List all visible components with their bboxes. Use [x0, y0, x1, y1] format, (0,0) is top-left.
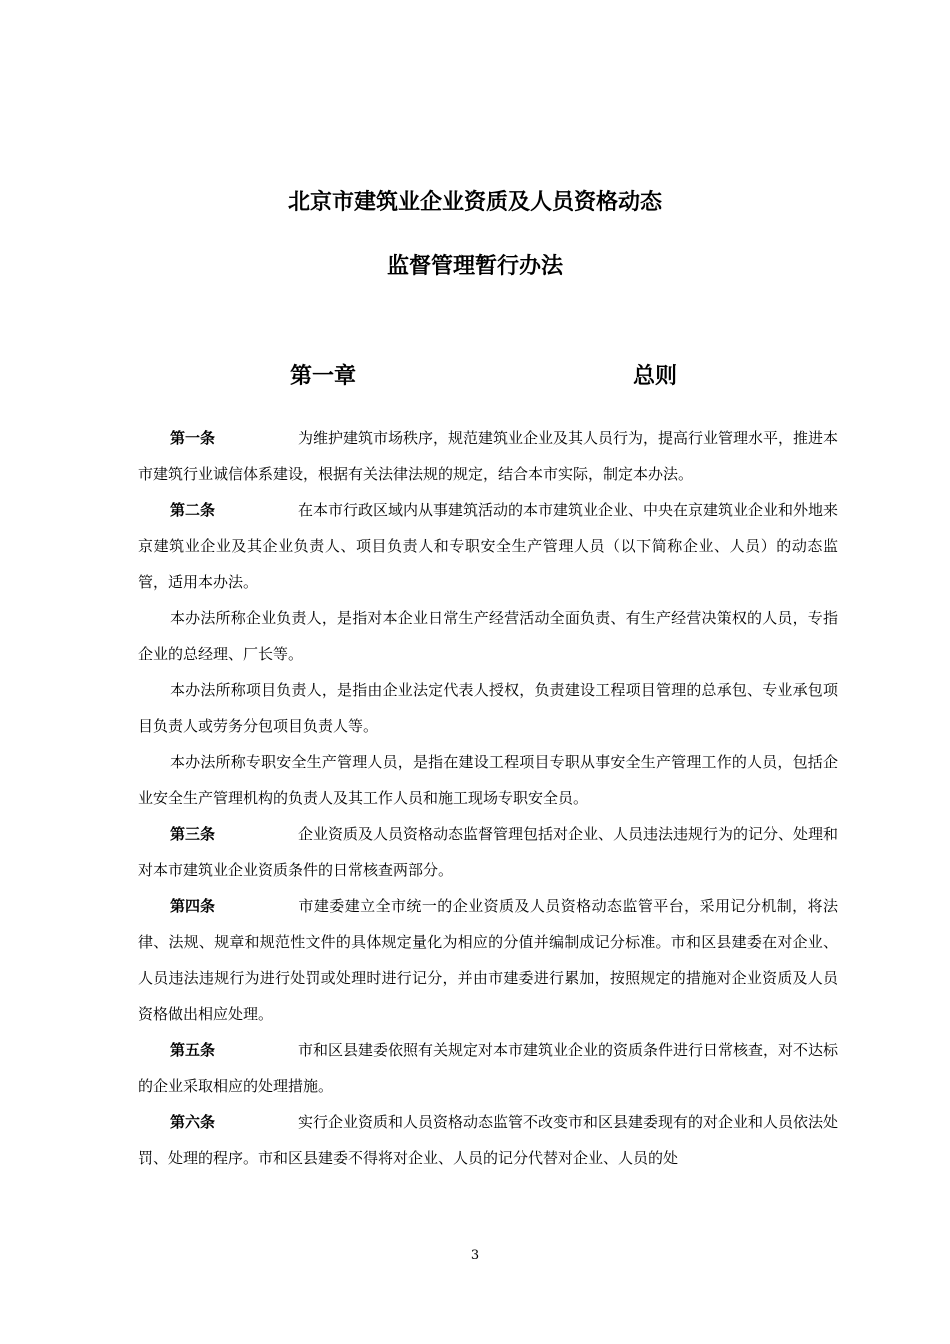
article-3: [138, 816, 838, 888]
article-text: 实行企业资质和人员资格动态监管不改变市和区县建委现有的对企业和人员依法处罚、处理的程序。市和区县建委不得将对企业、人员的记分代替对企业、人员的处: [138, 1113, 839, 1167]
document-title-line-1: 北京市建筑业企业资质及人员资格动态: [287, 190, 662, 215]
article-label: 第三条: [170, 825, 216, 843]
article-text: 在本市行政区域内从事建筑活动的本市建筑业企业、中央在京建筑业企业和外地来京建筑业企业及其企业负责人、项目负责人和专职安全生产管理人员（以下简称企业、人员）的动态监管，适用本办法。: [138, 501, 839, 591]
paragraph: 本办法所称专职安全生产管理人员，是指在建设工程项目专职从事安全生产管理工作的人员，包括企业安全生产管理机构的负责人及其工作人员和施工现场专职安全员。: [138, 753, 838, 807]
paragraph: 本办法所称项目负责人，是指由企业法定代表人授权，负责建设工程项目管理的总承包、专业承包项目负责人或劳务分包项目负责人等。: [138, 681, 838, 735]
document-body: [138, 420, 838, 1176]
article-6: [138, 1104, 838, 1176]
article-text: 为维护建筑市场秩序，规范建筑业企业及其人员行为，提高行业管理水平，推进本市建筑行业诚信体系建设，根据有关法律法规的规定，结合本市实际，制定本办法。: [138, 429, 839, 483]
article-label: 第六条: [170, 1113, 216, 1131]
document-title-line-2: 监督管理暂行办法: [386, 254, 563, 279]
chapter-name: 总则: [633, 364, 678, 389]
paragraph: 本办法所称企业负责人，是指对本企业日常生产经营活动全面负责、有生产经营决策权的人员，专指企业的总经理、厂长等。: [138, 609, 838, 663]
article-label: 第一条: [170, 429, 216, 447]
article-2: [138, 492, 838, 600]
page-number: 3: [470, 1248, 480, 1263]
article-text: 市建委建立全市统一的企业资质及人员资格动态监管平台，采用记分机制，将法律、法规、规章和规范性文件的具体规定量化为相应的分值并编制成记分标准。市和区县建委在对企业、人员违法违规行为进行处罚或处理时进行记分，并由市建委进行累加，按照规定的措施对企业资质及人员资格做出相应处理。: [138, 897, 838, 1023]
article-1: [138, 420, 838, 492]
article-label: 第四条: [170, 897, 216, 915]
article-label: 第二条: [170, 501, 216, 519]
article-5: [138, 1032, 838, 1104]
chapter-number: 第一章: [290, 364, 357, 389]
article-4: [138, 888, 838, 1032]
article-label: 第五条: [170, 1041, 216, 1059]
article-text: 企业资质及人员资格动态监督管理包括对企业、人员违法违规行为的记分、处理和对本市建筑业企业资质条件的日常核查两部分。: [138, 825, 839, 879]
article-text: 市和区县建委依照有关规定对本市建筑业企业的资质条件进行日常核查，对不达标的企业采取相应的处理措施。: [138, 1041, 839, 1095]
